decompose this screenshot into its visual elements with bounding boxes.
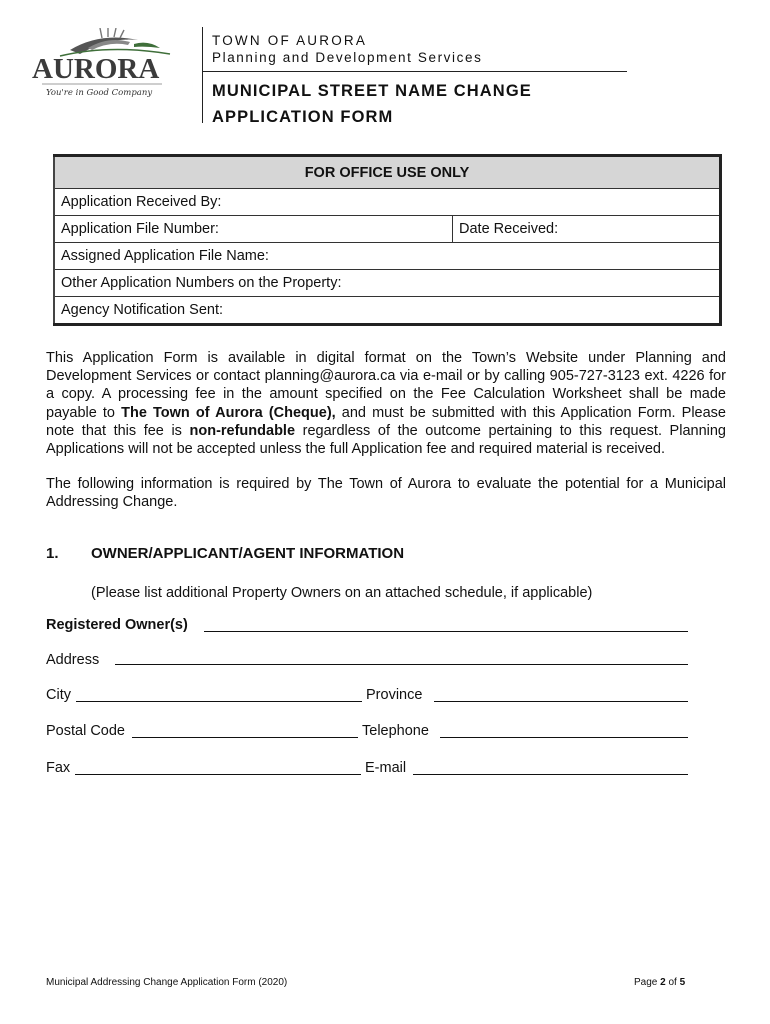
address-input[interactable] — [115, 664, 688, 665]
email-input[interactable] — [413, 774, 688, 775]
footer-page-number — [634, 977, 685, 988]
intro-text-c: and must be submitted with this Application Form. Please note that this fee is — [46, 404, 726, 439]
file-number-field[interactable]: Application File Number: — [54, 216, 453, 243]
office-use-table — [53, 154, 722, 326]
telephone-input[interactable] — [440, 737, 688, 738]
province-label: Province — [366, 687, 423, 703]
header-divider-vertical — [202, 27, 203, 123]
header-divider-horizontal — [202, 71, 627, 72]
agency-notification-field[interactable]: Agency Notification Sent: — [54, 297, 721, 325]
other-numbers-field[interactable]: Other Application Numbers on the Property: — [54, 270, 721, 297]
intro-text-e: regardless of the outcome pertaining to this request. Planning Applications will not be accepted unless the full Application fee and required material is received. — [46, 422, 726, 458]
page-total: 5 — [679, 977, 686, 988]
aurora-emblem-icon — [30, 28, 178, 100]
date-received-field[interactable]: Date Received: — [453, 216, 721, 243]
address-label: Address — [46, 652, 100, 668]
section-note: (Please list additional Property Owners on an attached schedule, if applicable) — [91, 585, 593, 601]
footer-form-name: Municipal Addressing Change Application Form (2020) — [46, 977, 288, 988]
section-title: OWNER/APPLICANT/AGENT INFORMATION — [91, 545, 405, 562]
office-use-heading: FOR OFFICE USE ONLY — [54, 156, 721, 189]
province-input[interactable] — [434, 701, 688, 702]
logo-wordmark: AURORA — [32, 53, 160, 85]
telephone-label: Telephone — [362, 723, 429, 739]
postal-code-input[interactable] — [132, 737, 358, 738]
received-by-field[interactable]: Application Received By: — [54, 189, 721, 216]
intro-paragraph — [46, 349, 726, 458]
email-label: E-mail — [365, 760, 407, 776]
registered-owner-label: Registered Owner(s) — [46, 617, 188, 633]
fax-label: Fax — [46, 760, 71, 776]
town-logo — [30, 28, 178, 100]
city-label: City — [46, 687, 71, 703]
purpose-paragraph: The following information is required by The Town of Aurora to evaluate the potential for a Municipal Addressing Change. — [46, 476, 726, 511]
payee-name: The Town of Aurora (Cheque), — [121, 404, 336, 421]
page-current: 2 — [660, 977, 666, 988]
non-refundable-label: non-refundable — [189, 422, 296, 439]
form-title-line2: APPLICATION FORM — [212, 108, 394, 126]
form-title-line1: MUNICIPAL STREET NAME CHANGE — [212, 82, 532, 100]
logo-tagline: You're in Good Company — [46, 88, 153, 98]
page-prefix: Page — [634, 977, 661, 988]
fax-input[interactable] — [75, 774, 361, 775]
department-name: Planning and Development Services — [212, 50, 483, 65]
file-name-field[interactable]: Assigned Application File Name: — [54, 243, 721, 270]
city-input[interactable] — [76, 701, 362, 702]
postal-code-label: Postal Code — [46, 723, 125, 739]
page-of: of — [665, 977, 680, 988]
org-name: TOWN OF AURORA — [212, 33, 368, 48]
intro-text-a: This Application Form is available in digital format on the Town’s Website under Planning and Development Services or contact planning@aurora.ca via e-mail or by calling 905-727-3123 ext. 4226 for a copy. A processing fee in the amount specified on the Fee Calculation Worksheet shall be made payable to — [46, 350, 726, 421]
registered-owner-input[interactable] — [204, 631, 688, 632]
section-number: 1. — [46, 545, 59, 562]
